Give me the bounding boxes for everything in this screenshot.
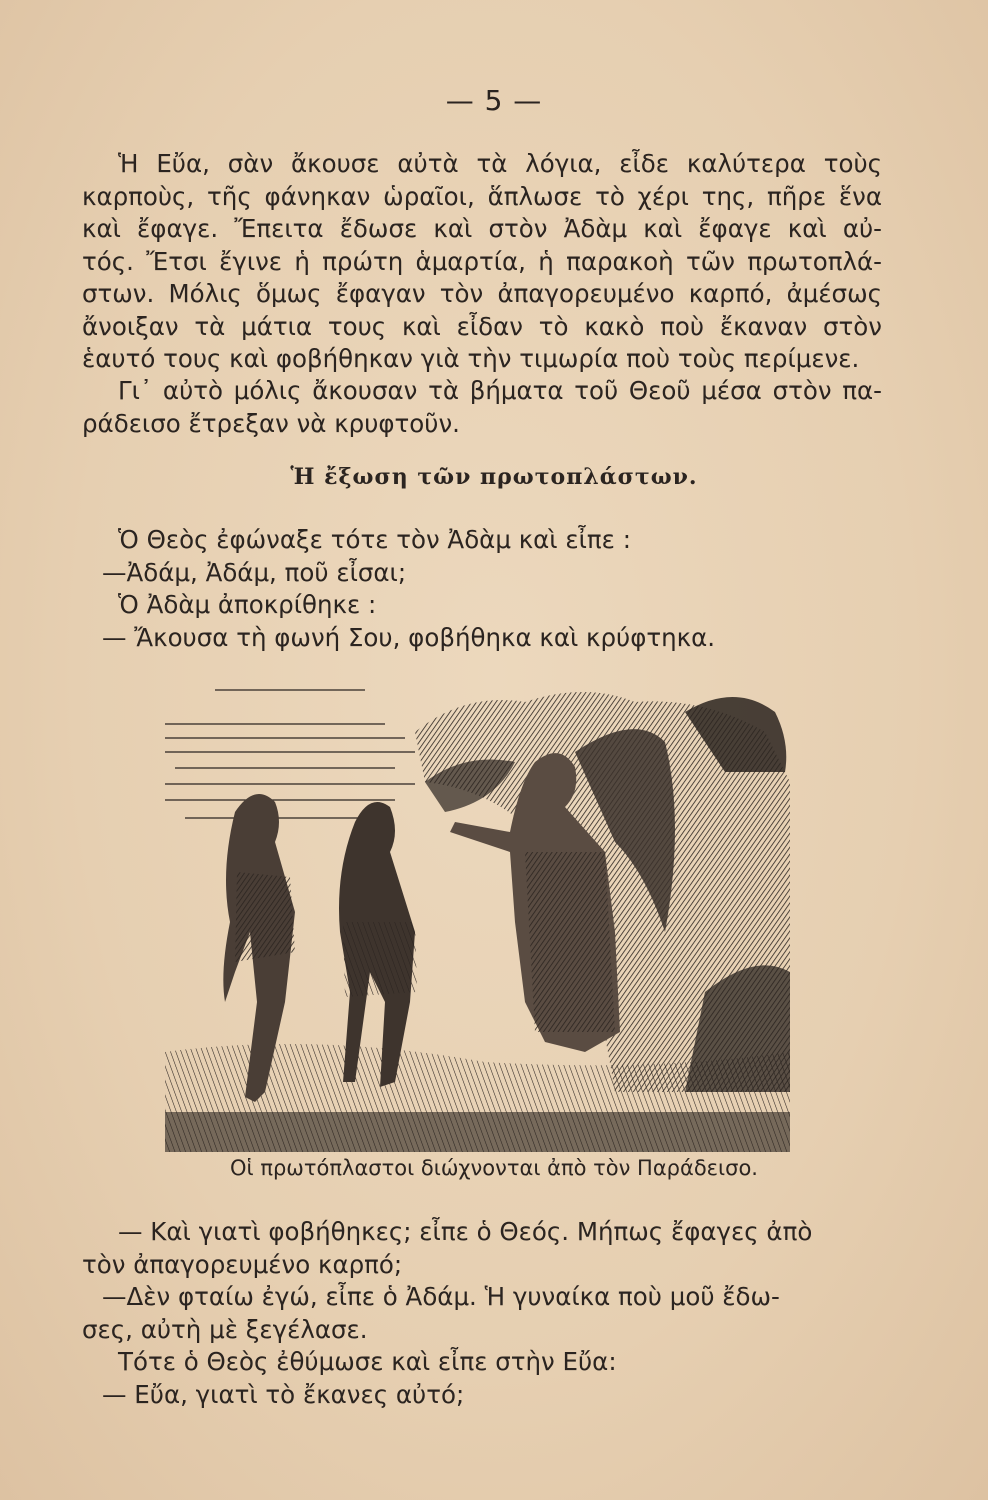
- expulsion-engraving-icon: [165, 672, 790, 1152]
- dialogue-line: Ὁ Θεὸς ἐφώναξε τότε τὸν Ἀδὰμ καὶ εἶπε :: [118, 525, 631, 554]
- dialogue-line: — Καὶ γιατὶ φοβήθηκες; εἶπε ὁ Θεός. Μήπως ἔφαγες ἀπὸ: [118, 1217, 813, 1246]
- dialogue-line: Ὁ Ἀδὰμ ἀποκρίθηκε :: [118, 590, 377, 619]
- text-line: στων. Μόλις ὅμως ἔφαγαν τὸν ἀπαγορευμένο καρπό, ἀμέσως: [82, 279, 882, 308]
- dialogue-line: — Εὔα, γιατὶ τὸ ἔκανες αὐτό;: [102, 1379, 465, 1409]
- page-number: — 5 —: [445, 84, 543, 117]
- section-heading: Ἡ ἔξωση τῶν πρωτοπλάστων.: [290, 464, 698, 490]
- text-line: Γι᾽ αὐτὸ μόλις ἄκουσαν τὰ βήματα τοῦ Θεοῦ μέσα στὸν πα-: [118, 376, 882, 405]
- dialogue-line: —Ἀδάμ, Ἀδάμ, ποῦ εἶσαι;: [102, 557, 407, 587]
- text-line: τός. Ἔτσι ἔγινε ἡ πρώτη ἁμαρτία, ἡ παρακοὴ τῶν πρωτοπλά-: [82, 246, 882, 276]
- dialogue-line: Τότε ὁ Θεὸς ἐθύμωσε καὶ εἶπε στὴν Εὔα:: [118, 1347, 617, 1376]
- dialogue-block-1: [82, 524, 902, 654]
- text-line: Ἡ Εὔα, σὰν ἄκουσε αὐτὰ τὰ λόγια, εἶδε καλύτερα τοὺς: [118, 149, 882, 178]
- illustration-caption: Οἱ πρωτόπλαστοι διώχνονται ἀπὸ τὸν Παράδεισο.: [230, 1156, 758, 1180]
- paragraph-they-hide: [82, 375, 882, 440]
- text-line: ράδεισο ἔτρεξαν νὰ κρυφτοῦν.: [82, 408, 460, 438]
- text-line: καὶ ἔφαγε. Ἔπειτα ἔδωσε καὶ στὸν Ἀδὰμ καὶ ἔφαγε καὶ αὐ-: [82, 214, 882, 243]
- paragraph-eve-eats-fruit: [82, 148, 882, 376]
- dialogue-line: τὸν ἀπαγορευμένο καρπό;: [82, 1249, 403, 1279]
- dialogue-line: σες, αὐτὴ μὲ ξεγέλασε.: [82, 1314, 368, 1344]
- text-line: καρποὺς, τῆς φάνηκαν ὡραῖοι, ἅπλωσε τὸ χέρι της, πῆρε ἕνα: [82, 181, 882, 211]
- dialogue-line: — Ἄκουσα τὴ φωνή Σου, φοβήθηκα καὶ κρύφτηκα.: [102, 622, 716, 652]
- dialogue-block-2: [82, 1216, 902, 1411]
- text-line: ἑαυτό τους καὶ φοβήθηκαν γιὰ τὴν τιμωρία ποὺ τοὺς περίμενε.: [82, 344, 860, 373]
- text-line: ἄνοιξαν τὰ μάτια τους καὶ εἶδαν τὸ κακὸ ποὺ ἔκαναν στὸν: [82, 311, 882, 341]
- dialogue-line: —Δὲν φταίω ἐγώ, εἶπε ὁ Ἀδάμ. Ἡ γυναίκα ποὺ μοῦ ἔδω-: [102, 1282, 780, 1311]
